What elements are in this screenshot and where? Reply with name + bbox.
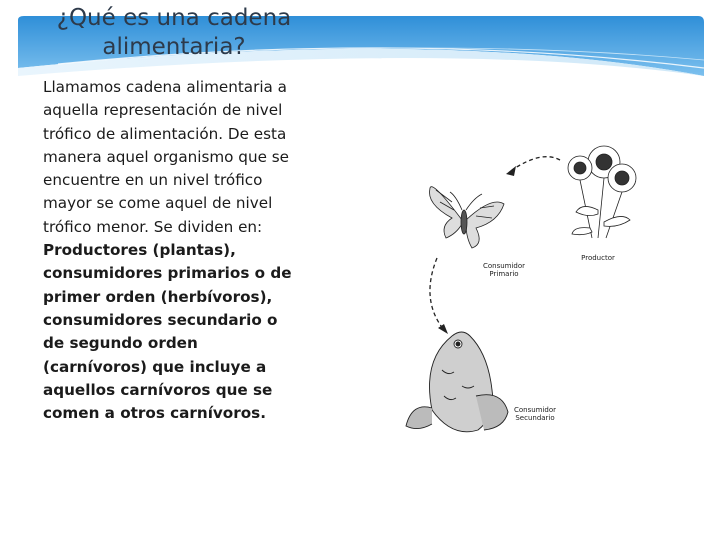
flower-icon [568,146,636,238]
frog-icon [406,332,508,432]
label-consumidor-secundario: Consumidor Secundario [513,406,557,422]
body-levels-text: Productores (plantas), consumidores primarios o de primer orden (herbívoros), consumidores secundario o de segundo orden (carnívoros) que incluye a aquellos carnívoros que se comen a otros carnívoros. [43,241,292,423]
arrow-head-icon [506,166,516,176]
slide-body [43,76,301,425]
slide-title: ¿Qué es una cadena alimentaria? [56,5,292,60]
food-chain-illustration [392,140,652,440]
dashed-arrows [430,157,560,330]
label-productor: Productor [581,254,615,262]
body-intro-text: Llamamos cadena alimentaria a aquella representación de nivel trófico de alimentación. De esta manera aquel organismo que se encuentre en un nivel trófico mayor se come aquel de nivel trófico menor. Se dividen en: [43,78,289,236]
butterfly-icon [429,187,504,248]
label-consumidor-primario: Consumidor Primario [482,262,526,278]
arrow-head-icon [438,324,448,334]
food-chain-figure [392,140,652,440]
